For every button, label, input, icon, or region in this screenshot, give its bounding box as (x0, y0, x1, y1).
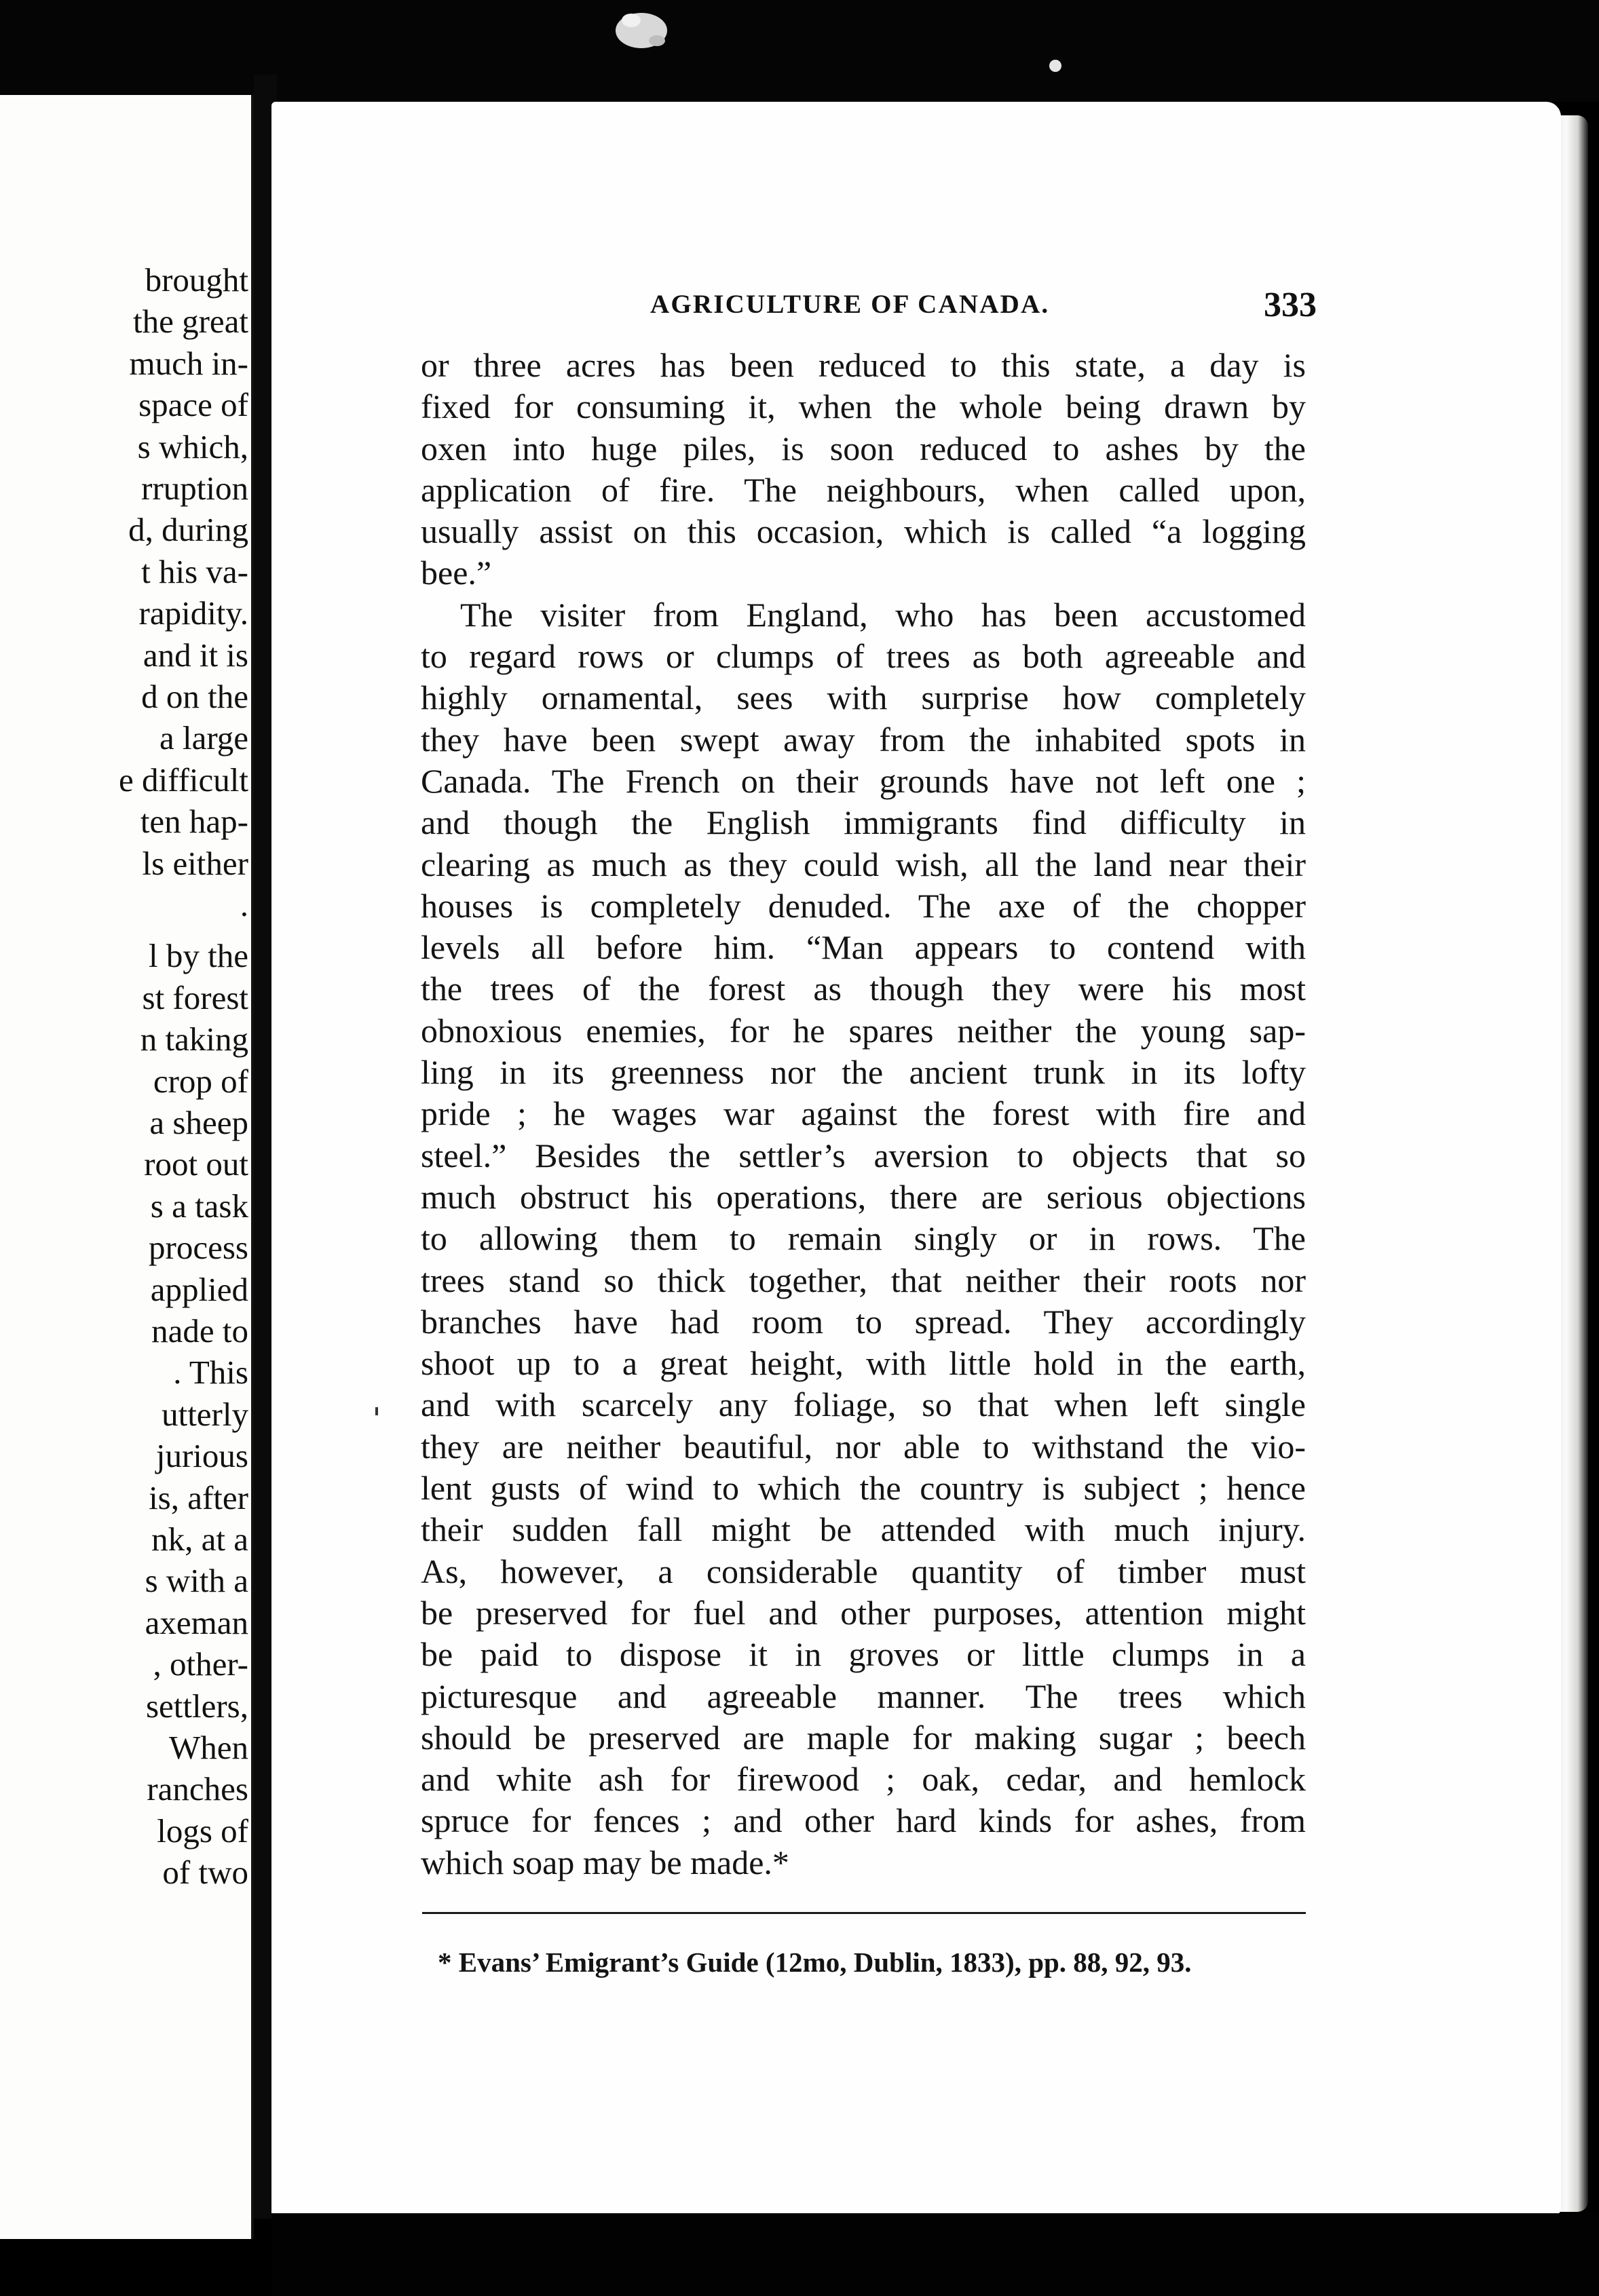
body-line: application of fire. The neighbours, when called upon, (421, 470, 1306, 509)
left-page-line: nade to (151, 1312, 248, 1350)
left-page-line: space of (138, 386, 248, 424)
left-page-line: much in- (129, 344, 248, 382)
body-line: or three acres has been reduced to this state, a day is (421, 346, 1306, 384)
body-line: fixed for consuming it, when the whole being drawn by (421, 387, 1306, 426)
body-line: and though the English immigrants find difficulty in (421, 803, 1306, 842)
left-page-line: root out (144, 1145, 248, 1183)
body-line: they are neither beautiful, nor able to withstand the vio- (421, 1427, 1306, 1466)
left-page-line: crop of (153, 1062, 248, 1100)
left-page-line: logs of (157, 1812, 248, 1850)
footnote: * Evans’ Emigrant’s Guide (12mo, Dublin, 1833), pp. 88, 92, 93. (438, 1947, 1192, 1978)
left-page-line: , other- (153, 1645, 248, 1683)
left-page-line: the great (132, 303, 248, 341)
left-page-line: . This (173, 1354, 248, 1392)
left-page-fragment (0, 95, 254, 2239)
body-line: and with scarcely any foliage, so that when left single (421, 1385, 1306, 1424)
left-page-line: s a task (150, 1187, 248, 1225)
left-page-line: axeman (145, 1603, 248, 1641)
body-line: trees stand so thick together, that neither their roots nor (421, 1261, 1306, 1299)
left-page-line: is, after (149, 1478, 248, 1516)
left-page-line: nk, at a (151, 1520, 248, 1558)
body-line: be paid to dispose it in groves or little clumps in a (421, 1635, 1306, 1674)
left-page-line: d, during (128, 511, 248, 549)
left-page-line: settlers, (145, 1687, 248, 1725)
body-line: highly ornamental, sees with surprise how completely (421, 678, 1306, 717)
left-page-line: of two (162, 1854, 248, 1892)
body-line: and white ash for firewood ; oak, cedar, and hemlock (421, 1760, 1306, 1799)
body-line: oxen into huge piles, is soon reduced to ashes by the (421, 429, 1306, 467)
body-line: much obstruct his operations, there are serious objections (421, 1177, 1306, 1216)
left-page-line: ten hap- (140, 803, 248, 841)
body-line: levels all before him. “Man appears to contend with (421, 928, 1306, 967)
body-line: be preserved for fuel and other purposes, attention might (421, 1593, 1306, 1632)
scan-dust-specks (584, 0, 1086, 75)
body-line: branches have had room to spread. They accordingly (421, 1302, 1306, 1341)
body-text (421, 345, 1306, 1883)
body-line: lent gusts of wind to which the country is subject ; hence (421, 1469, 1306, 1508)
left-page-line: ls either (142, 844, 248, 882)
left-page-line: and it is (143, 636, 248, 674)
body-line: clearing as much as they could wish, all the land near their (421, 845, 1306, 883)
body-line: steel.” Besides the settler’s aversion to objects that so (421, 1136, 1306, 1174)
left-page-line: utterly (162, 1395, 248, 1433)
body-line: As, however, a considerable quantity of timber must (421, 1552, 1306, 1590)
left-page-line: ranches (147, 1770, 248, 1808)
body-line: shoot up to a great height, with little hold in the earth, (421, 1344, 1306, 1383)
left-page-line: When (169, 1729, 248, 1766)
body-line: to allowing them to remain singly or in rows. The (421, 1219, 1306, 1258)
left-page-line: n taking (140, 1020, 248, 1058)
body-line: houses is completely denuded. The axe of the chopper (421, 886, 1306, 925)
left-page-line: . (240, 886, 248, 923)
left-page-line: brought (145, 261, 248, 299)
page-header (650, 285, 1317, 326)
body-line: obnoxious enemies, for he spares neither the young sap- (421, 1011, 1306, 1050)
left-page-line: rapidity. (138, 594, 248, 632)
body-line: bee.” (421, 554, 492, 592)
left-page-line: s which, (137, 427, 248, 465)
body-line: The visiter from England, who has been accustomed (460, 595, 1306, 634)
body-line: should be preserved are maple for making sugar ; beech (421, 1718, 1306, 1757)
left-page-line: l by the (149, 937, 248, 975)
body-line: spruce for fences ; and other hard kinds for ashes, from (421, 1801, 1306, 1840)
scan-top-border (0, 0, 1599, 102)
left-page-line: t his va- (141, 552, 248, 590)
left-page-line: st forest (142, 978, 248, 1016)
body-line: ling in its greenness nor the ancient trunk in its lofty (421, 1053, 1306, 1092)
body-line: usually assist on this occasion, which is called “a logging (421, 512, 1306, 551)
body-line: their sudden fall might be attended with much injury. (421, 1510, 1306, 1549)
left-page-line: process (149, 1229, 248, 1267)
scan-bottom-border (271, 2213, 1599, 2296)
left-page-line: d on the (141, 678, 248, 715)
left-page-line: s with a (145, 1562, 248, 1600)
stray-ink-mark (375, 1407, 378, 1415)
left-page-line: e difficult (119, 761, 248, 799)
body-line: the trees of the forest as though they were his most (421, 970, 1306, 1008)
left-page-line: applied (150, 1270, 248, 1308)
page-number: 333 (1264, 286, 1317, 324)
footnote-rule (422, 1912, 1306, 1914)
body-line: picturesque and agreeable manner. The trees which (421, 1677, 1306, 1715)
left-page-line: a large (159, 719, 248, 757)
left-page-line: a sheep (149, 1104, 248, 1141)
running-head: AGRICULTURE OF CANADA. (650, 290, 1050, 319)
body-line: pride ; he wages war against the forest with fire and (421, 1094, 1306, 1133)
left-page-line: rruption (141, 470, 248, 507)
body-line: to regard rows or clumps of trees as both agreeable and (421, 637, 1306, 676)
left-page-line: jurious (155, 1437, 248, 1475)
body-line: they have been swept away from the inhabited spots in (421, 720, 1306, 759)
body-line: Canada. The French on their grounds have not left one ; (421, 761, 1306, 800)
body-line: which soap may be made.* (421, 1843, 789, 1881)
